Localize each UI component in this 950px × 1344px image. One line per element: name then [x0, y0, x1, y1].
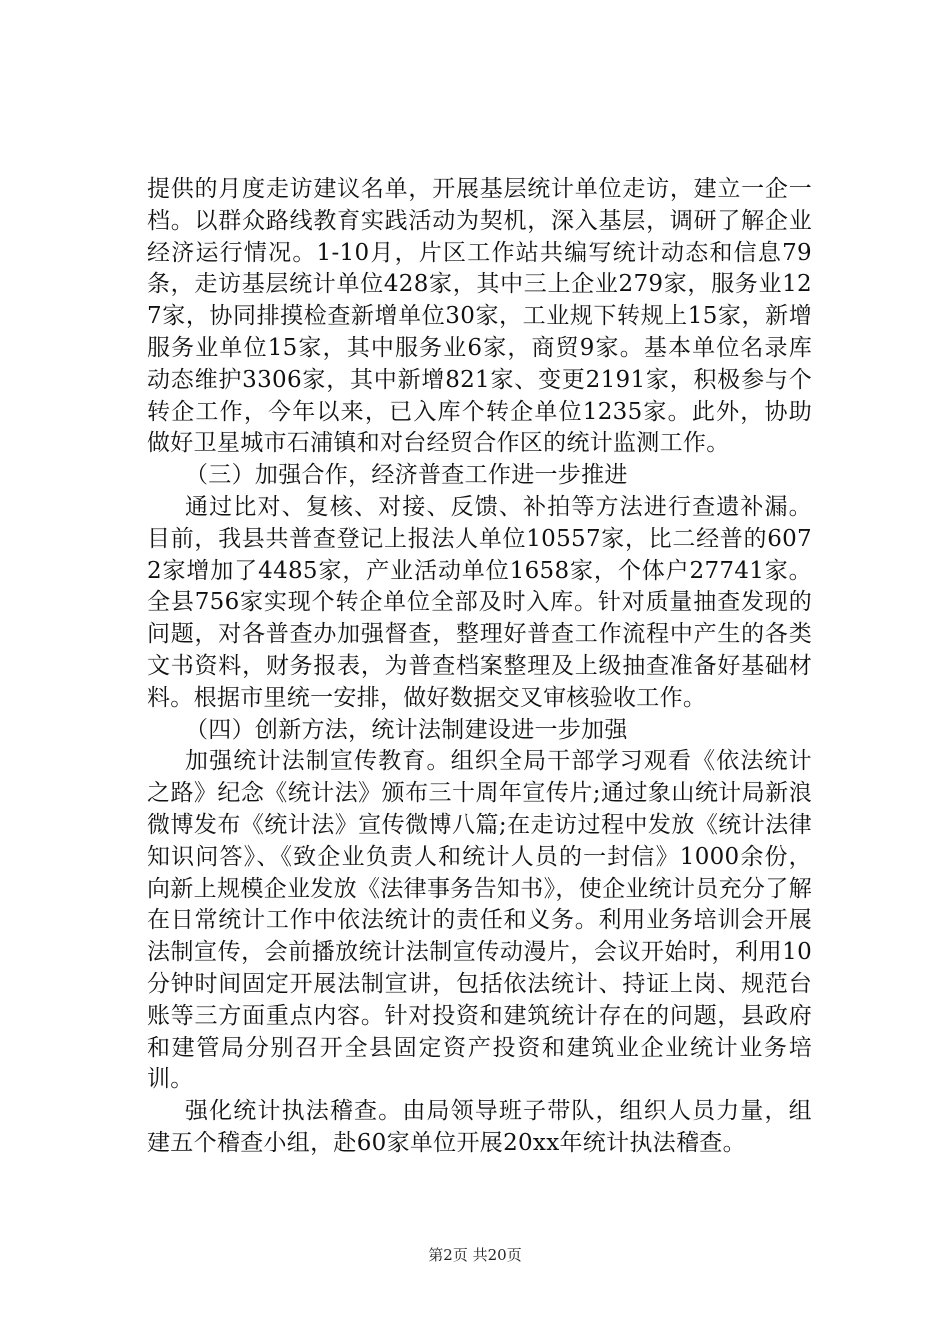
document-body — [147, 174, 812, 1160]
paragraph-legal-publicity: 加强统计法制宣传教育。组织全局干部学习观看《依法统计之路》纪念《统计法》颁布三十周年宣传片;通过象山统计局新浪微博发布《统计法》宣传微博八篇;在走访过程中发放《统计法律知识问答》、《致企业负责人和统计人员的一封信》1000余份，向新上规模企业发放《法律事务告知书》，使企业统计员充分了解在日常统计工作中依法统计的责任和义务。利用业务培训会开展法制宣传，会前播放统计法制宣传动漫片，会议开始时，利用10分钟时间固定开展法制宣讲，包括依法统计、持证上岗、规范台账等三方面重点内容。针对投资和建筑统计存在的问题，县政府和建管局分别召开全县固定资产投资和建筑业企业统计业务培训。 — [147, 748, 812, 1093]
paragraph-enforcement: 强化统计执法稽查。由局领导班子带队，组织人员力量，组建五个稽查小组，赴60家单位开展20xx年统计执法稽查。 — [147, 1098, 812, 1156]
paragraph-continued: 提供的月度走访建议名单，开展基层统计单位走访，建立一企一档。以群众路线教育实践活动为契机，深入基层，调研了解企业经济运行情况。1-10月，片区工作站共编写统计动态和信息79条，走访基层统计单位428家，其中三上企业279家，服务业127家，协同排摸检查新增单位30家，工业规下转规上15家，新增服务业单位15家，其中服务业6家，商贸9家。基本单位名录库动态维护3306家，其中新增821家、变更2191家，积极参与个转企工作，今年以来，已入库个转企单位1235家。此外，协助做好卫星城市石浦镇和对台经贸合作区的统计监测工作。 — [147, 176, 812, 457]
section-heading-4: （四）创新方法，统计法制建设进一步加强 — [185, 716, 628, 743]
page-footer: 第2页 共20页 — [428, 1246, 522, 1264]
paragraph-census: 通过比对、复核、对接、反馈、补拍等方法进行查遗补漏。目前，我县共普查登记上报法人单位10557家，比二经普的6072家增加了4485家，产业活动单位1658家，个体户27741家。全县756家实现个转企单位全部及时入库。针对质量抽查发现的问题，对各普查办加强督查，整理好普查工作流程中产生的各类文书资料，财务报表，为普查档案整理及上级抽查准备好基础材料。根据市里统一安排，做好数据交叉审核验收工作。 — [147, 493, 812, 711]
section-heading-3: （三）加强合作，经济普查工作进一步推进 — [185, 462, 628, 489]
